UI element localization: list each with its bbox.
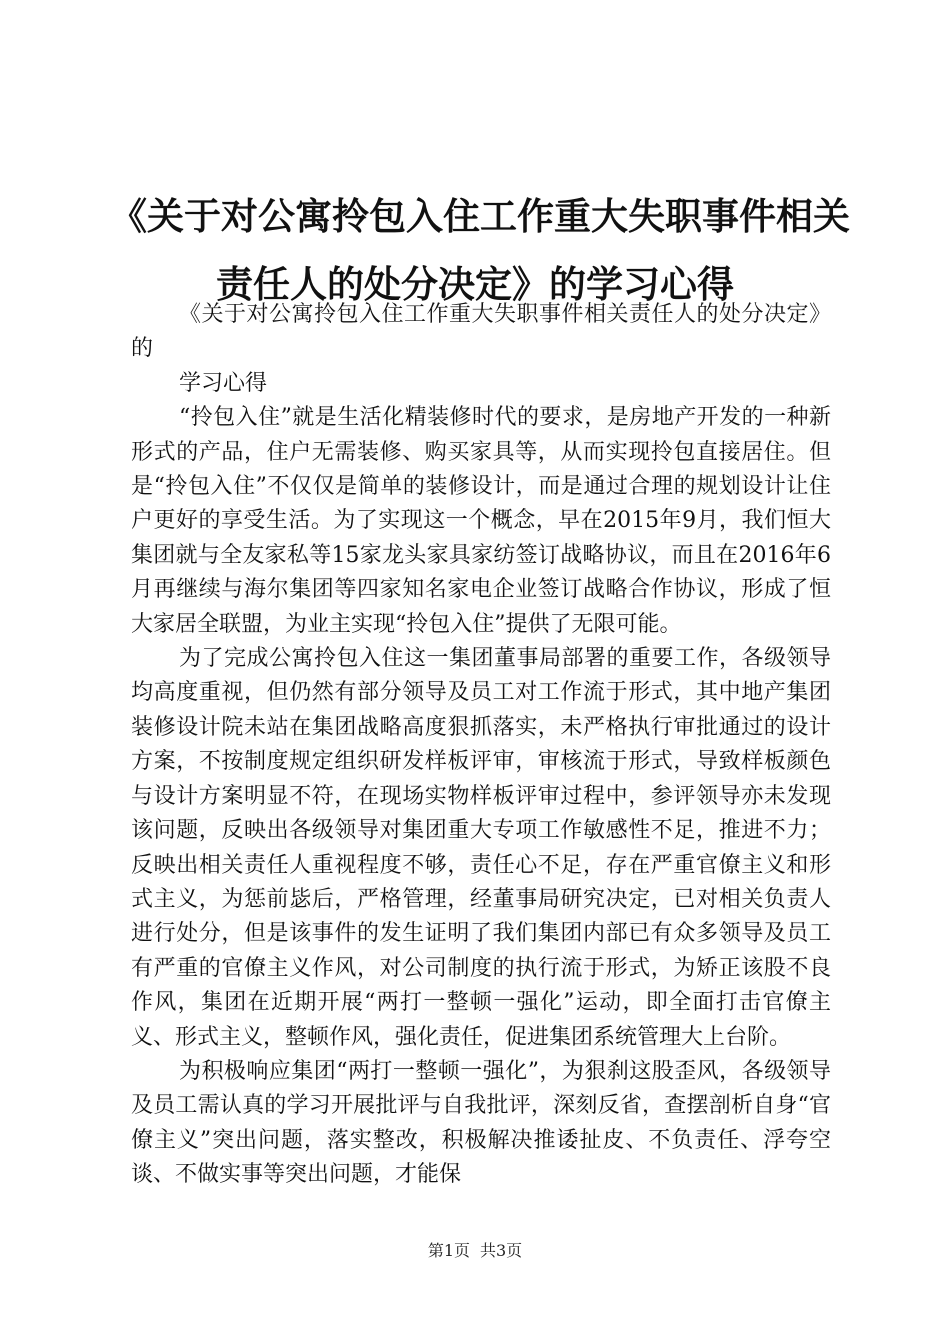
paragraph: 为了完成公寓拎包入住这一集团董事局部署的重要工作，各级领导均高度重视，但仍然有部分领导及员工对工作流于形式，其中地产集团装修设计院未站在集团战略高度狠抓落实，未严格执行审批通过的设计方案，不按制度规定组织研发样板评审，审核流于形式，导致样板颜色与设计方案明显不符，在现场实物样板评审过程中，参评领导亦未发现该问题，反映出各级领导对集团重大专项工作敏感性不足，推进不力；反映出相关责任人重视程度不够，责任心不足，存在严重官僚主义和形式主义，为惩前毖后，严格管理，经董事局研究决定，已对相关负责人进行处分，但是该事件的发生证明了我们集团内部已有众多领导及员工有严重的官僚主义作风，对公司制度的执行流于形式，为矫正该股不良作风，集团在近期开展“两打一整顿一强化”运动，即全面打击官僚主义、形式主义，整顿作风，强化责任，促进集团系统管理大上台阶。: [131, 646, 831, 1050]
paragraph-subheading: 学习心得: [179, 370, 268, 396]
page-total: 共3页: [480, 1241, 523, 1260]
paragraph: “拎包入住”就是生活化精装修时代的要求，是房地产开发的一种新形式的产品，住户无需装修、购买家具等，从而实现拎包直接居住。但是“拎包入住”不仅仅是简单的装修设计，而是通过合理的规划设计让住户更好的享受生活。为了实现这一个概念，早在2015年9月，我们恒大集团就与全友家私等15家龙头家具家纺签订战略协议，而且在2016年6月再继续与海尔集团等四家知名家电企业签订战略合作协议，形成了恒大家居全联盟，为业主实现“拎包入住”提供了无限可能。: [131, 405, 831, 637]
page-number: 第1页: [427, 1241, 470, 1260]
paragraph-intro: 《关于对公寓拎包入住工作重大失职事件相关责任人的处分决定》的: [131, 302, 831, 362]
paragraph: 为积极响应集团“两打一整顿一强化”，为狠刹这股歪风，各级领导及员工需认真的学习开展批评与自我批评，深刻反省，查摆剖析自身“官僚主义”突出问题，落实整改，积极解决推诿扯皮、不负责任、浮夸空谈、不做实事等突出问题，才能保: [131, 1058, 831, 1188]
title-line-1: 《关于对公寓拎包入住工作重大失职事件相关: [110, 195, 850, 238]
document-body: [131, 298, 831, 1193]
title-line-2: 责任人的处分决定》的学习心得: [216, 263, 734, 306]
page-footer: [0, 1241, 950, 1261]
